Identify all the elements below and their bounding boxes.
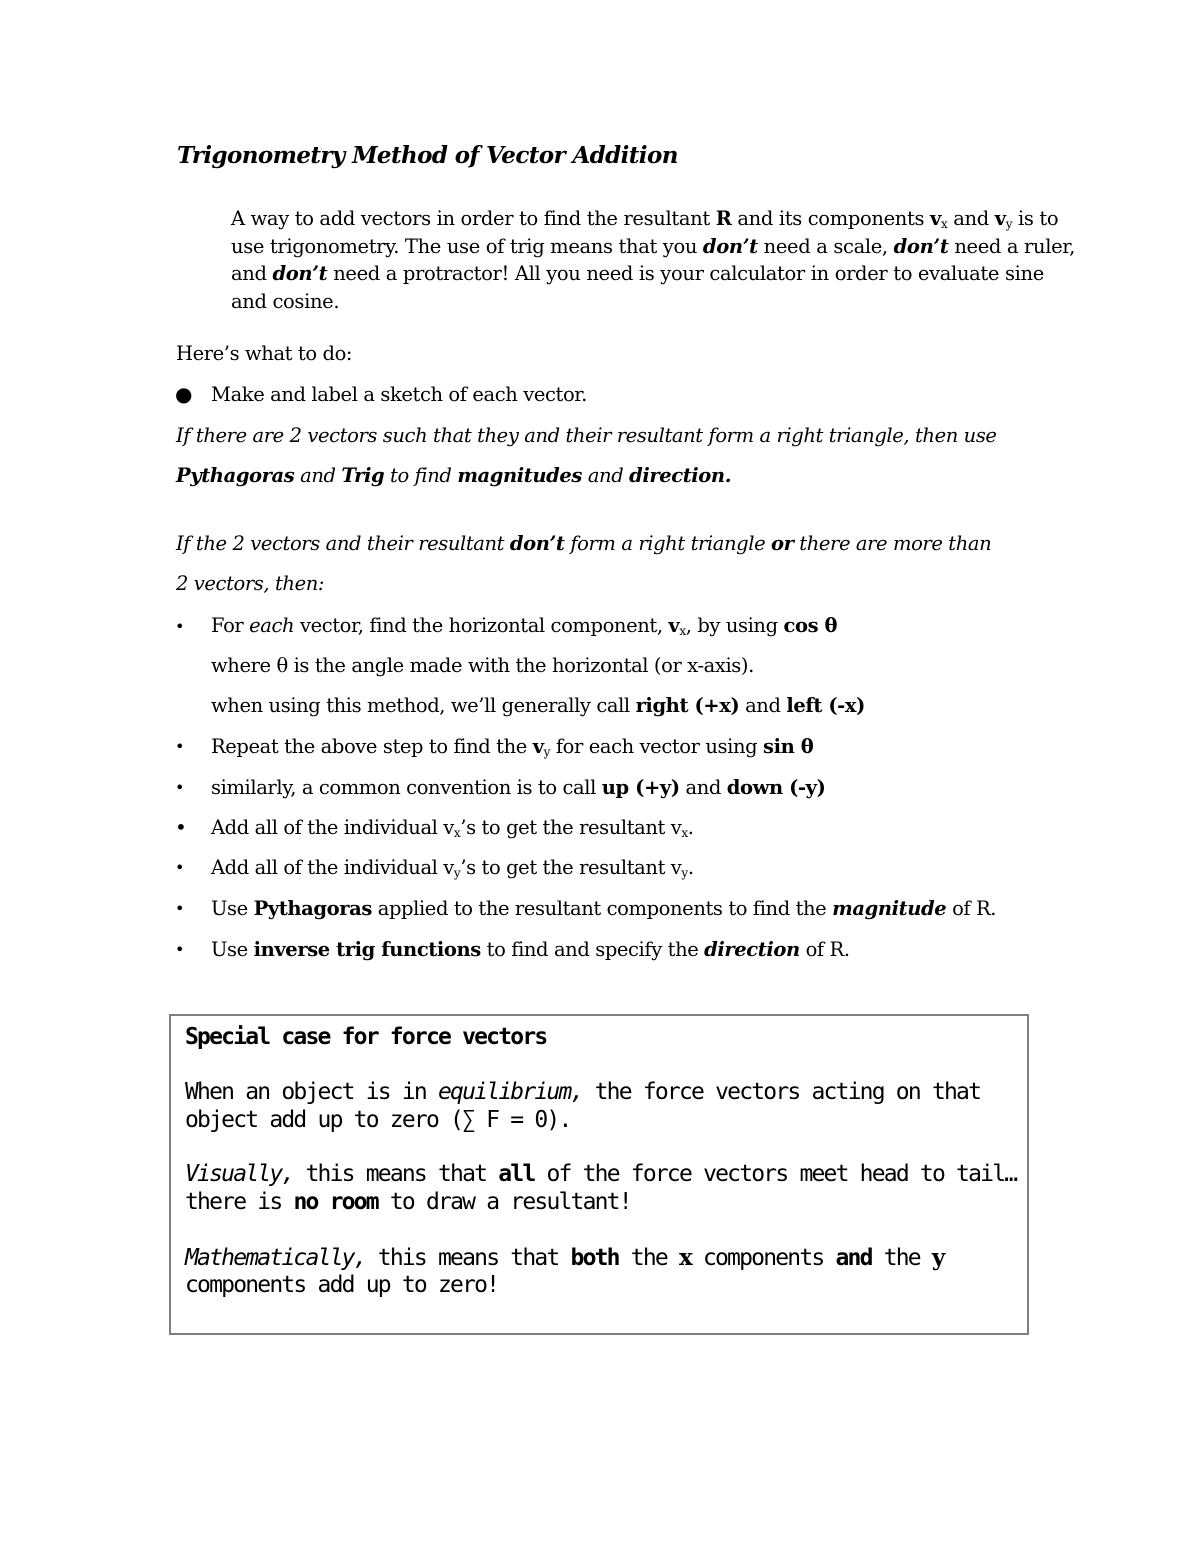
bullet-continuation: when using this method, we’ll generally call right (+x) and left (-x) (211, 694, 865, 717)
intro-line: and don’t need a protractor! All you need is your calculator in order to evaluate sine (231, 262, 1044, 285)
bullet-icon: • (175, 617, 185, 636)
special-case-box (169, 1014, 1029, 1335)
mathematically-line2: components add up to zero! (185, 1272, 499, 1298)
bullet-add-vx: Add all of the individual $v_x’s$ to get the resultant $v_x$. (211, 816, 694, 840)
bullet-icon: • (175, 778, 185, 797)
not-right-line1: If the 2 vectors and their resultant don’t form a right triangle or there are more than (176, 532, 992, 555)
visually-line1: Visually, this means that all of the force vectors meet head to tail… (185, 1161, 1017, 1187)
bullet-convention: similarly, a common convention is to call up (+y) and down (-y) (211, 776, 826, 799)
bullet-add-vy: Add all of the individual $v_y’s$ to get the resultant $v_y$. (211, 856, 694, 880)
intro-line: use trigonometry. The use of trig means that you don’t need a scale, don’t need a ruler, (231, 234, 1075, 258)
bullet-vertical-component: Repeat the above step to find the $v_y$ for each vector using sin θ (211, 735, 814, 759)
special-case-heading: Special case for force vectors (185, 1024, 547, 1050)
bullet-icon: ● (175, 382, 193, 406)
intro-line: and cosine. (231, 289, 340, 313)
bullet-icon: • (175, 858, 185, 877)
intro-line: A way to add vectors in order to find the resultant R and its components $v_x$ and $v_y$ is to (231, 207, 1059, 231)
bullet-icon: • (175, 899, 185, 918)
page-title: Trigonometry Method of Vector Addition (177, 142, 678, 169)
right-triangle-line1: If there are 2 vectors such that they and their resultant form a right triangle, then use (176, 424, 997, 447)
bullet-horizontal-component: For each vector, find the horizontal component, $v_x$, by using cos θ (211, 614, 838, 638)
step-sketch: Make and label a sketch of each vector. (211, 383, 587, 406)
equilibrium-line1: When an object is in equilibrium, the force vectors acting on that (185, 1079, 981, 1105)
bullet-magnitude: Use Pythagoras applied to the resultant components to find the magnitude of R. (211, 897, 997, 920)
equilibrium-line2: object add up to zero (∑ F = 0). (185, 1107, 571, 1133)
bullet-continuation: where θ is the angle made with the horizontal (or x-axis). (211, 654, 754, 677)
bullet-icon: • (175, 815, 187, 839)
heres-what-to-do: Here’s what to do: (176, 342, 353, 365)
intro-paragraph (231, 205, 1075, 315)
mathematically-line1: Mathematically, this means that both the x components and the y (185, 1244, 944, 1271)
visually-line2: there is no room to draw a resultant! (185, 1189, 631, 1215)
bullet-icon: • (175, 940, 185, 959)
bullet-direction: Use inverse trig functions to find and specify the direction of R. (211, 938, 850, 961)
not-right-line2: 2 vectors, then: (176, 572, 325, 595)
right-triangle-line2: Pythagoras and Trig to find magnitudes and direction. (176, 464, 732, 487)
bullet-icon: • (175, 737, 185, 756)
